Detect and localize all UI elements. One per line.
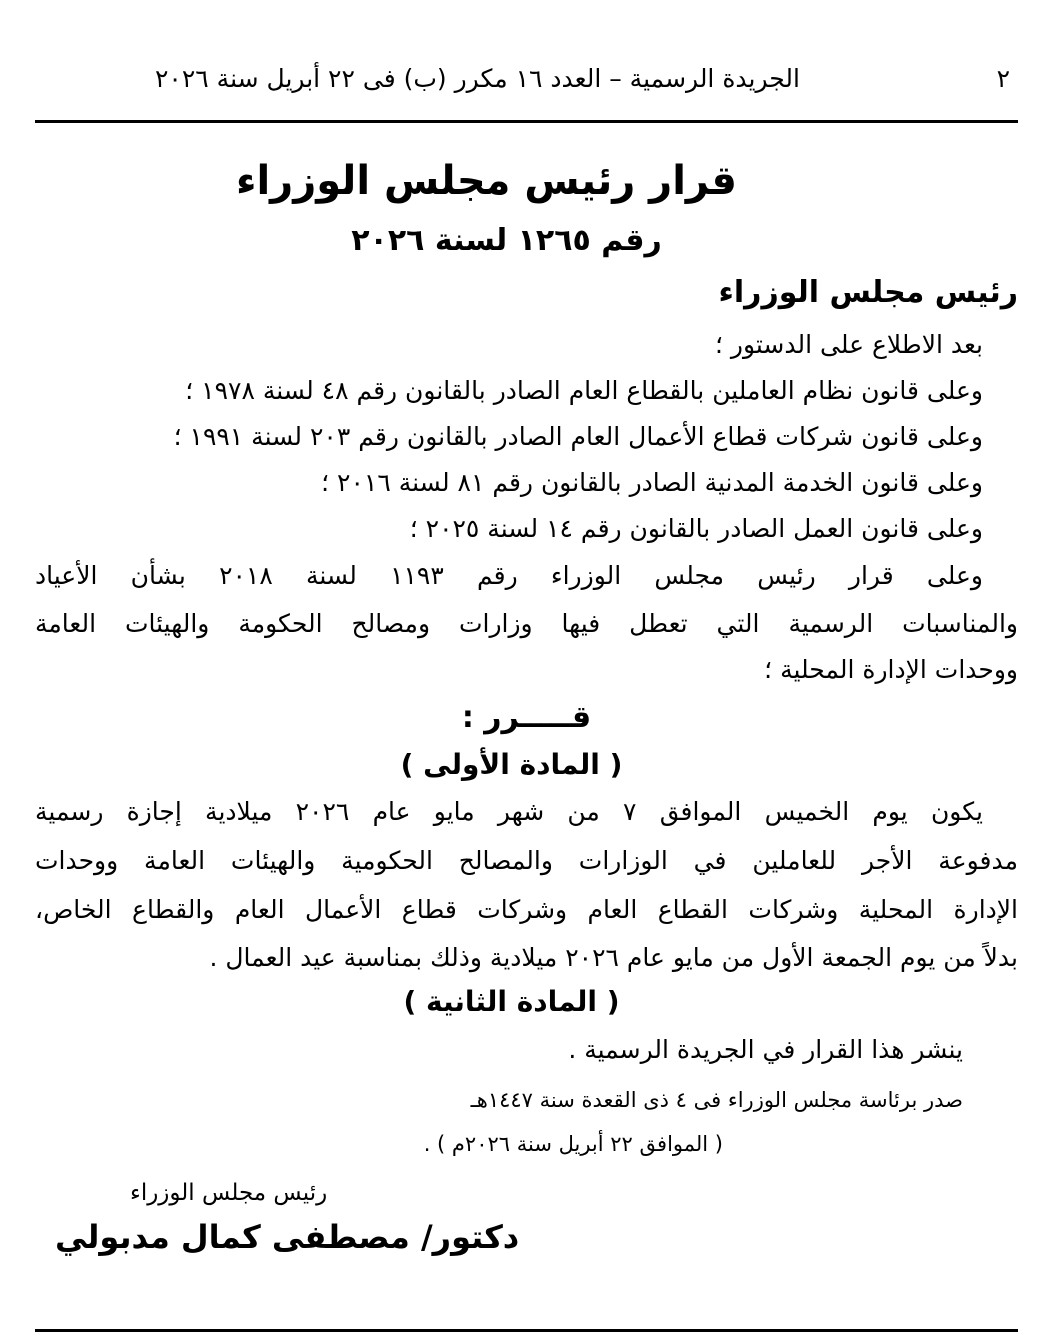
page-header [35, 58, 1018, 98]
decree-title: قرار رئيس مجلس الوزراء [236, 158, 737, 204]
footer-divider [35, 1329, 1018, 1332]
preamble-line: وعلى قرار رئيس مجلس الوزراء رقم ١١٩٣ لسنة ٢٠١٨ بشأن الأعياد [35, 561, 983, 590]
article-1-line: مدفوعة الأجر للعاملين في الوزارات والمصالح الحكومية والهيئات العامة ووحدات [35, 846, 1018, 875]
issuance-date: ( الموافق ٢٢ أبريل سنة ٢٠٢٦م ) . [423, 1132, 723, 1156]
gazette-header-title: الجريدة الرسمية – العدد ١٦ مكرر (ب) فى ٢٢ أبريل سنة ٢٠٢٦ [155, 63, 800, 93]
decides-heading: قـــــرر : [461, 700, 592, 735]
decree-issuer: رئيس مجلس الوزراء [718, 275, 1018, 310]
article-1-line: الإدارة المحلية وشركات القطاع العام وشركات قطاع الأعمال العام والقطاع الخاص، [35, 895, 1018, 924]
article-2-text: ينشر هذا القرار في الجريدة الرسمية . [568, 1035, 963, 1064]
preamble-line: وعلى قانون الخدمة المدنية الصادر بالقانون رقم ٨١ لسنة ٢٠١٦ ؛ [321, 468, 983, 497]
signature-name: دكتور/ مصطفى كمال مدبولي [55, 1218, 520, 1256]
header-divider [35, 120, 1018, 123]
preamble-line: بعد الاطلاع على الدستور ؛ [714, 330, 983, 359]
preamble-line: وعلى قانون العمل الصادر بالقانون رقم ١٤ لسنة ٢٠٢٥ ؛ [409, 514, 983, 543]
preamble-line: وعلى قانون شركات قطاع الأعمال العام الصادر بالقانون رقم ٢٠٣ لسنة ١٩٩١ ؛ [173, 422, 983, 451]
preamble-line: وعلى قانون نظام العاملين بالقطاع العام الصادر بالقانون رقم ٤٨ لسنة ١٩٧٨ ؛ [185, 376, 983, 405]
decree-number: رقم ١٢٦٥ لسنة ٢٠٢٦ [351, 223, 662, 258]
page-number: ٢ [996, 63, 1010, 93]
article-2-heading: ( المادة الثانية ) [403, 985, 620, 1018]
issuance-line: صدر برئاسة مجلس الوزراء فى ٤ ذى القعدة سنة ١٤٤٧هـ [470, 1088, 963, 1112]
signature-role: رئيس مجلس الوزراء [130, 1180, 328, 1206]
article-1-line: يكون يوم الخميس الموافق ٧ من شهر مايو عام ٢٠٢٦ ميلادية إجازة رسمية [35, 797, 983, 826]
preamble-line: ووحدات الإدارة المحلية ؛ [764, 655, 1018, 684]
preamble-line: والمناسبات الرسمية التي تعطل فيها وزارات ومصالح الحكومة والهيئات العامة [35, 609, 1018, 638]
article-1-heading: ( المادة الأولى ) [400, 748, 623, 781]
article-1-line: بدلاً من يوم الجمعة الأول من مايو عام ٢٠٢٦ ميلادية وذلك بمناسبة عيد العمال . [209, 943, 1018, 972]
